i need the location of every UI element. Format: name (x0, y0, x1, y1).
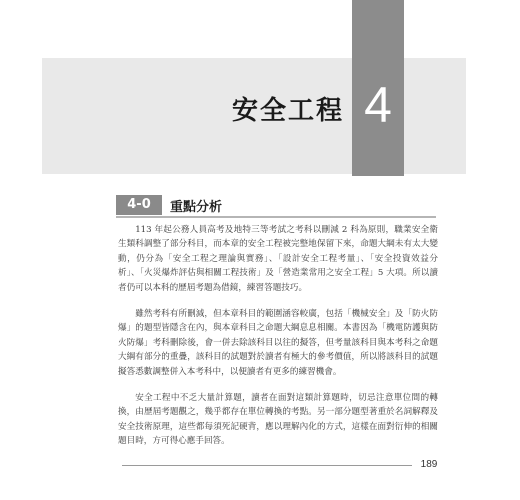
section-heading (116, 195, 436, 217)
footer-divider (122, 465, 412, 466)
chapter-number: 4 (364, 77, 392, 133)
paragraph: 安全工程中不乏大量計算題，讀者在面對這類計算題時，切忌注意單位間的轉換，由歷屆考題觀之，幾乎都存在單位轉換的考點。另一部分題型著重於名詞解釋及安全技術原理，這些都每須死記硬背，應以理解內化的方式，這樣在面對衍伸的相關題目時，方可得心應手回答。 (118, 393, 438, 447)
section-number-badge: 4-0 (116, 195, 162, 215)
paragraph: 雖然考科有所刪減，但本章科目的範圍涵容較廣，包括「機械安全」及「防火防爆」的題型皆隱含在內，與本章科目之命題大綱息息相關。本書因為「機電防護與防火防爆」考科刪除後，會一併去除該科目以往的擬答，但考量該科目與本考科之命題大綱有部分的重疊，該科目的試題對於讀者有極大的參考價值，所以將該科目的試題擬答悉數調整併入本考科中，以便讀者有更多的練習機會。 (118, 309, 438, 377)
paragraph: 113 年起公務人員高考及地特三等考試之考科以刪減 2 科為原則，職業安全衛生類科調整了部分科目，而本章的安全工程被完整地保留下來，命題大綱未有太大變動，仍分為「安全工程之理論與實務」、「設計安全工程考量」、「安全投資效益分析」、「火災爆炸評估與相關工程技術」及「營造業常用之安全工程」5 大項。所以讀者仍可以本科的歷屆考題為借鏡，練習答題技巧。 (118, 225, 438, 293)
section-title: 重點分析 (170, 200, 223, 215)
chapter-title: 安全工程 (232, 96, 345, 126)
page-number: 189 (420, 459, 438, 470)
section-divider (116, 216, 436, 218)
body-text (118, 223, 438, 461)
